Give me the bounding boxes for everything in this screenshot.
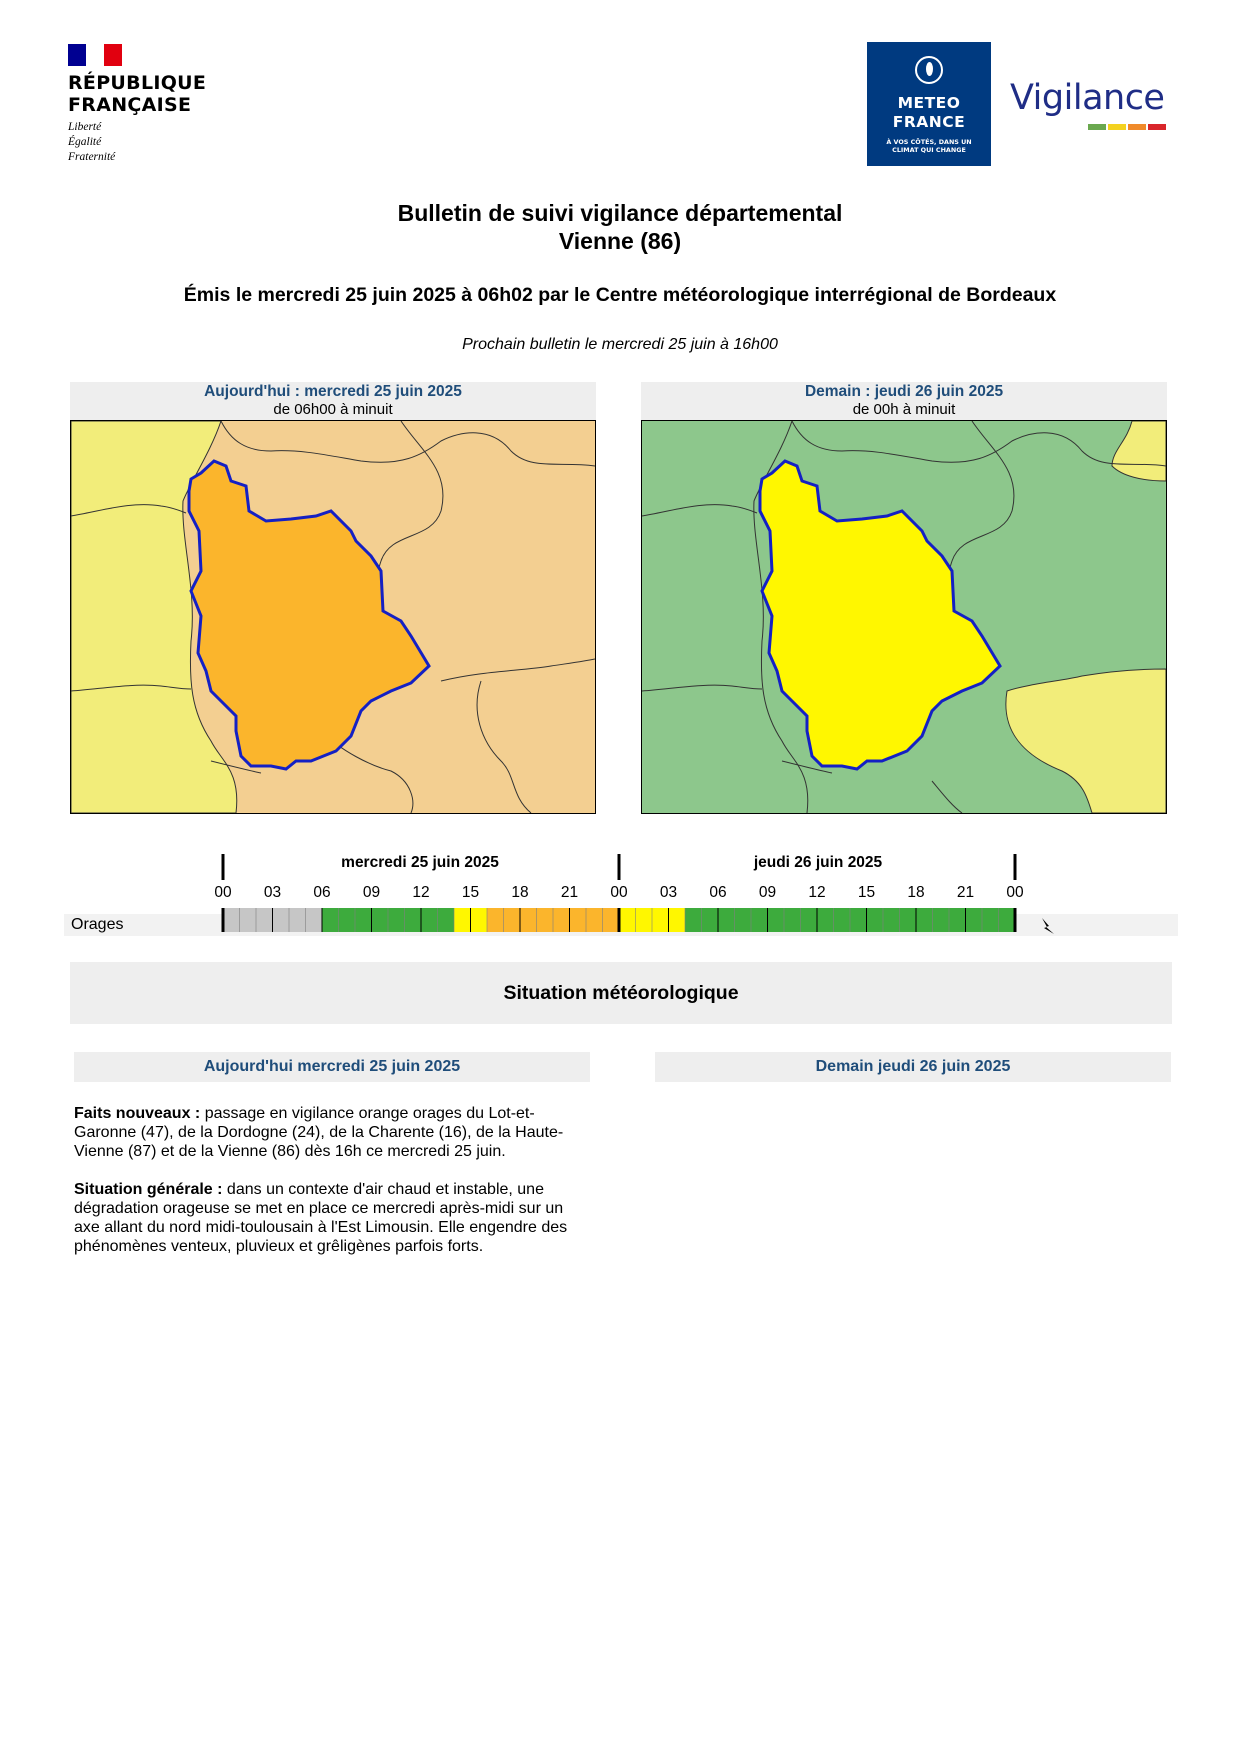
timeline-hour-cell [273, 908, 290, 932]
timeline-hour-cell [801, 908, 818, 932]
motto-liberte: Liberté [68, 121, 102, 133]
republique-name-line2: FRANÇAISE [68, 94, 192, 116]
situation-generale-paragraph [74, 1180, 590, 1256]
timeline-hour-cell [603, 908, 620, 932]
timeline-hour-label: 18 [907, 884, 925, 901]
timeline-hour-cell [454, 908, 471, 932]
timeline-hour-label: 00 [214, 884, 232, 901]
timeline-hour-cell [520, 908, 537, 932]
timeline-hour-cell [322, 908, 339, 932]
map-today [70, 420, 596, 814]
timeline-hour-cell [817, 908, 834, 932]
timeline-hour-cell [850, 908, 867, 932]
map-tomorrow-svg [642, 421, 1166, 813]
map-tomorrow [641, 420, 1167, 814]
timeline-hour-cell [586, 908, 603, 932]
republique-motto [68, 120, 228, 165]
timeline-hour-cell [256, 908, 273, 932]
republique-francaise-flag-icon [68, 44, 122, 66]
timeline-hour-cell [553, 908, 570, 932]
timeline-hour-cell [372, 908, 389, 932]
meteo-name-line2: FRANCE [892, 113, 966, 131]
timeline-hour-cell [834, 908, 851, 932]
timeline-day2-label: jeudi 26 juin 2025 [753, 854, 883, 871]
timeline-hour-cell [916, 908, 933, 932]
meteo-tagline-line1: À VOS CÔTÉS, DANS UN [886, 138, 972, 146]
bulletin-title: Bulletin de suivi vigilance départemental [397, 200, 843, 226]
lightning-icon [1038, 916, 1058, 936]
timeline-hour-cell [619, 908, 636, 932]
vigilance-bar-yellow [1108, 124, 1126, 130]
issued-line: Émis le mercredi 25 juin 2025 à 06h02 par le Centre météorologique interrégional de Bordeaux [183, 284, 1057, 306]
timeline-hour-label: 12 [412, 884, 430, 901]
timeline-hour-label: 15 [857, 884, 876, 901]
motto-fraternite: Fraternité [68, 151, 116, 163]
timeline-hour-label: 09 [758, 884, 777, 901]
department-title: Vienne (86) [558, 228, 682, 254]
timeline-hour-cell [636, 908, 653, 932]
meteo-name-line1: METEO [897, 94, 961, 112]
timeline-hour-cell [289, 908, 306, 932]
timeline-hour-label: 00 [610, 884, 628, 901]
map-today-svg [71, 421, 595, 813]
timeline-hour-label: 18 [511, 884, 529, 901]
timeline-hour-cell [751, 908, 768, 932]
republique-francaise-logo [68, 72, 228, 165]
timeline-hour-label: 03 [263, 884, 282, 901]
vigilance-color-bars [1088, 124, 1168, 130]
map-tomorrow-header [641, 382, 1167, 420]
timeline-hour-cell [933, 908, 950, 932]
timeline-hour-cell [223, 908, 240, 932]
map-today-header [70, 382, 596, 420]
timeline-hour-cell [306, 908, 323, 932]
timeline-hour-label: 03 [659, 884, 678, 901]
timeline-hour-cell [949, 908, 966, 932]
timeline-hour-cell [471, 908, 488, 932]
timeline-hour-cell [652, 908, 669, 932]
timeline-hour-cell [240, 908, 257, 932]
meteo-france-emblem-icon [915, 56, 943, 84]
timeline-hour-label: 06 [313, 884, 331, 901]
faits-nouveaux-label: Faits nouveaux : [74, 1105, 201, 1122]
timeline-hour-label: 12 [808, 884, 826, 901]
map-today-title: Aujourd'hui : mercredi 25 juin 2025 [204, 383, 462, 400]
timeline-hour-cell [768, 908, 785, 932]
timeline-hour-label: 15 [461, 884, 480, 901]
meteo-tagline-line2: CLIMAT QUI CHANGE [892, 146, 966, 154]
vigilance-logo-text: Vigilance [1010, 78, 1165, 118]
timeline-hour-cell [570, 908, 587, 932]
timeline-hour-cell [355, 908, 372, 932]
timeline-hour-cell [883, 908, 900, 932]
timeline-phenomenon-label: Orages [71, 916, 124, 933]
situation-today-heading: Aujourd'hui mercredi 25 juin 2025 [74, 1052, 590, 1082]
situation-generale-text: dans un contexte d'air chaud et instable, une dégradation orageuse se met en place ce mercredi après-midi sur un axe allant du nord midi-toulousain à l'Est Limousin. Elle engendre des phénomènes venteux, pluvieux et grêligènes parfois forts. [74, 1181, 568, 1255]
timeline-hour-cell [388, 908, 405, 932]
timeline-hour-cell [999, 908, 1016, 932]
timeline-hour-cell [900, 908, 917, 932]
timeline-hour-cell [702, 908, 719, 932]
timeline-hour-cell [718, 908, 735, 932]
map-today-period: de 06h00 à minuit [273, 401, 393, 418]
timeline-hour-cell [421, 908, 438, 932]
timeline-hour-cell [867, 908, 884, 932]
vigilance-bar-green [1088, 124, 1106, 130]
vigilance-bar-red [1148, 124, 1166, 130]
timeline-hour-cell [982, 908, 999, 932]
next-bulletin: Prochain bulletin le mercredi 25 juin à 16h00 [462, 336, 778, 353]
map-tomorrow-period: de 00h à minuit [852, 401, 956, 418]
timeline-hour-label: 00 [1006, 884, 1024, 901]
situation-tomorrow-heading: Demain jeudi 26 juin 2025 [655, 1052, 1171, 1082]
faits-nouveaux-paragraph [74, 1104, 590, 1161]
timeline-hour-cell [537, 908, 554, 932]
timeline-hour-cell [438, 908, 455, 932]
timeline-hour-cell [339, 908, 356, 932]
timeline-hour-cell [405, 908, 422, 932]
map-tomorrow-title: Demain : jeudi 26 juin 2025 [804, 383, 1004, 400]
timeline-hour-cell [669, 908, 686, 932]
situation-heading: Situation météorologique [70, 962, 1172, 1024]
situation-generale-label: Situation générale : [74, 1181, 223, 1198]
timeline-day1-label: mercredi 25 juin 2025 [341, 854, 499, 871]
timeline-hour-label: 06 [709, 884, 727, 901]
republique-name-line1: RÉPUBLIQUE [68, 72, 207, 94]
timeline-hour-label: 09 [362, 884, 381, 901]
faits-nouveaux-text: passage en vigilance orange orages du Lot-et-Garonne (47), de la Dordogne (24), de la Charente (16), de la Haute-Vienne (87) et de la Vienne (86) dès 16h ce mercredi 25 juin. [74, 1105, 564, 1160]
timeline-hour-cell [966, 908, 983, 932]
timeline-hour-cell [735, 908, 752, 932]
timeline-hour-label: 21 [560, 884, 579, 901]
timeline-hour-cell [487, 908, 504, 932]
vigilance-bar-orange [1128, 124, 1146, 130]
motto-egalite: Égalité [68, 136, 102, 148]
timeline-hour-label: 21 [956, 884, 975, 901]
timeline-hour-cell [504, 908, 521, 932]
meteo-france-logo [867, 42, 991, 166]
timeline-hour-cell [784, 908, 801, 932]
timeline-hour-cell [685, 908, 702, 932]
